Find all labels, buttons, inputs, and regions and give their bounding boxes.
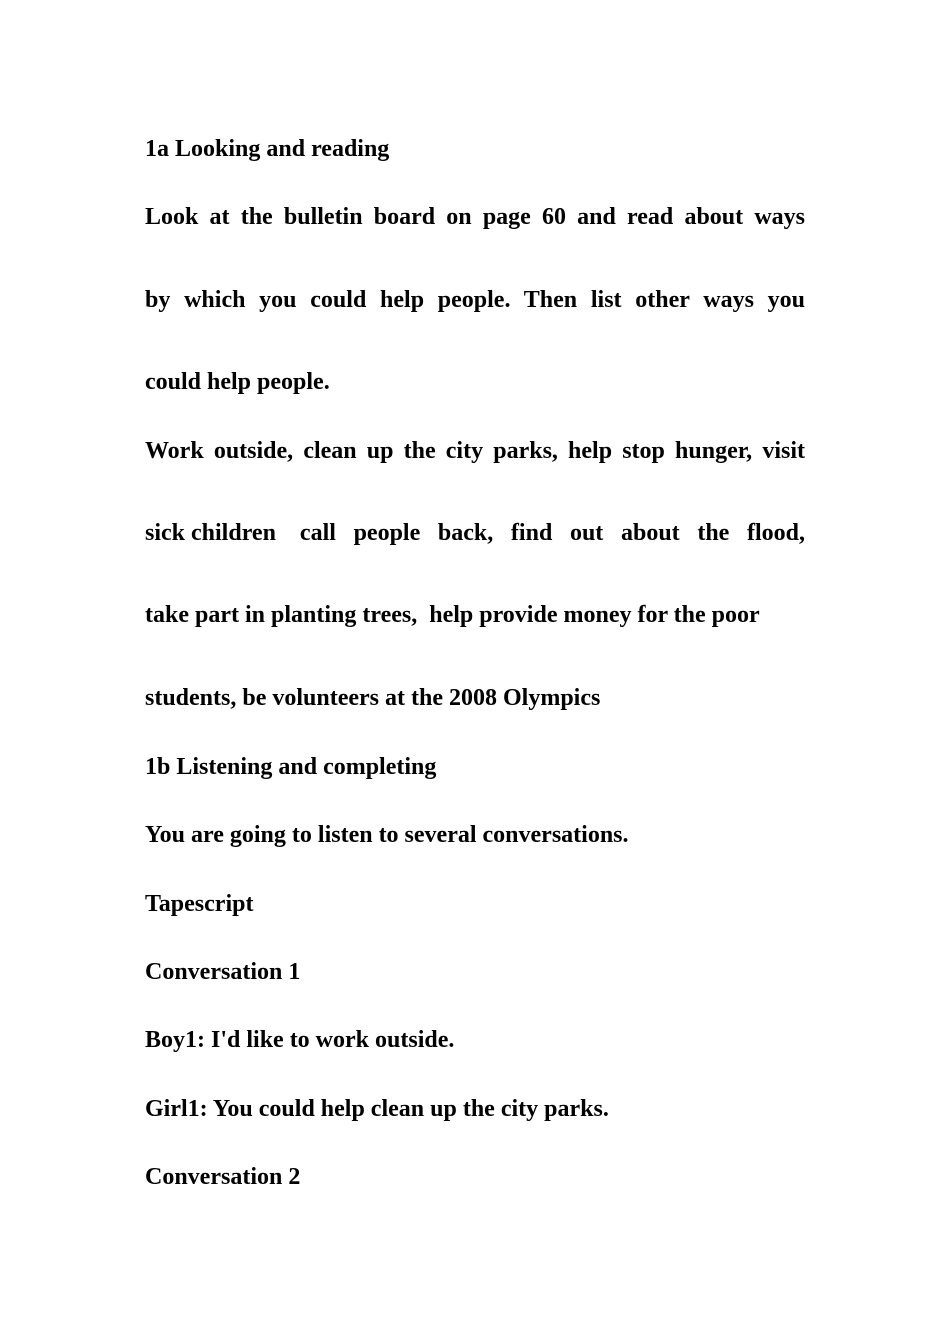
conversation-1-line-1: Boy1: I'd like to work outside. bbox=[145, 1027, 455, 1053]
answer-line-4: students, be volunteers at the 2008 Olympics bbox=[145, 685, 601, 711]
conversation-1-title: Conversation 1 bbox=[145, 959, 301, 985]
answer-line-3: take part in planting trees, help provide money for the poor bbox=[145, 602, 760, 628]
answer-line-2 bbox=[145, 518, 805, 548]
instruction-line-1: Look at the bulletin board on page 60 and read about ways bbox=[145, 204, 805, 230]
tapescript-label: Tapescript bbox=[145, 891, 254, 917]
conversation-2-title: Conversation 2 bbox=[145, 1164, 301, 1190]
instruction-line-3: could help people. bbox=[145, 369, 330, 395]
answer-line-2-gap bbox=[276, 518, 300, 548]
instruction-1b: You are going to listen to several conversations. bbox=[145, 822, 629, 848]
answer-line-2-part-1: sick children bbox=[145, 520, 276, 546]
answer-line-1: Work outside, clean up the city parks, help stop hunger, visit bbox=[145, 438, 805, 464]
heading-1b: 1b Listening and completing bbox=[145, 754, 437, 780]
conversation-1-line-2: Girl1: You could help clean up the city parks. bbox=[145, 1096, 609, 1122]
answer-line-2-part-2: call people back, find out about the flood, bbox=[299, 520, 805, 546]
heading-1a: 1a Looking and reading bbox=[145, 136, 390, 162]
instruction-line-2: by which you could help people. Then list other ways you bbox=[145, 287, 805, 313]
